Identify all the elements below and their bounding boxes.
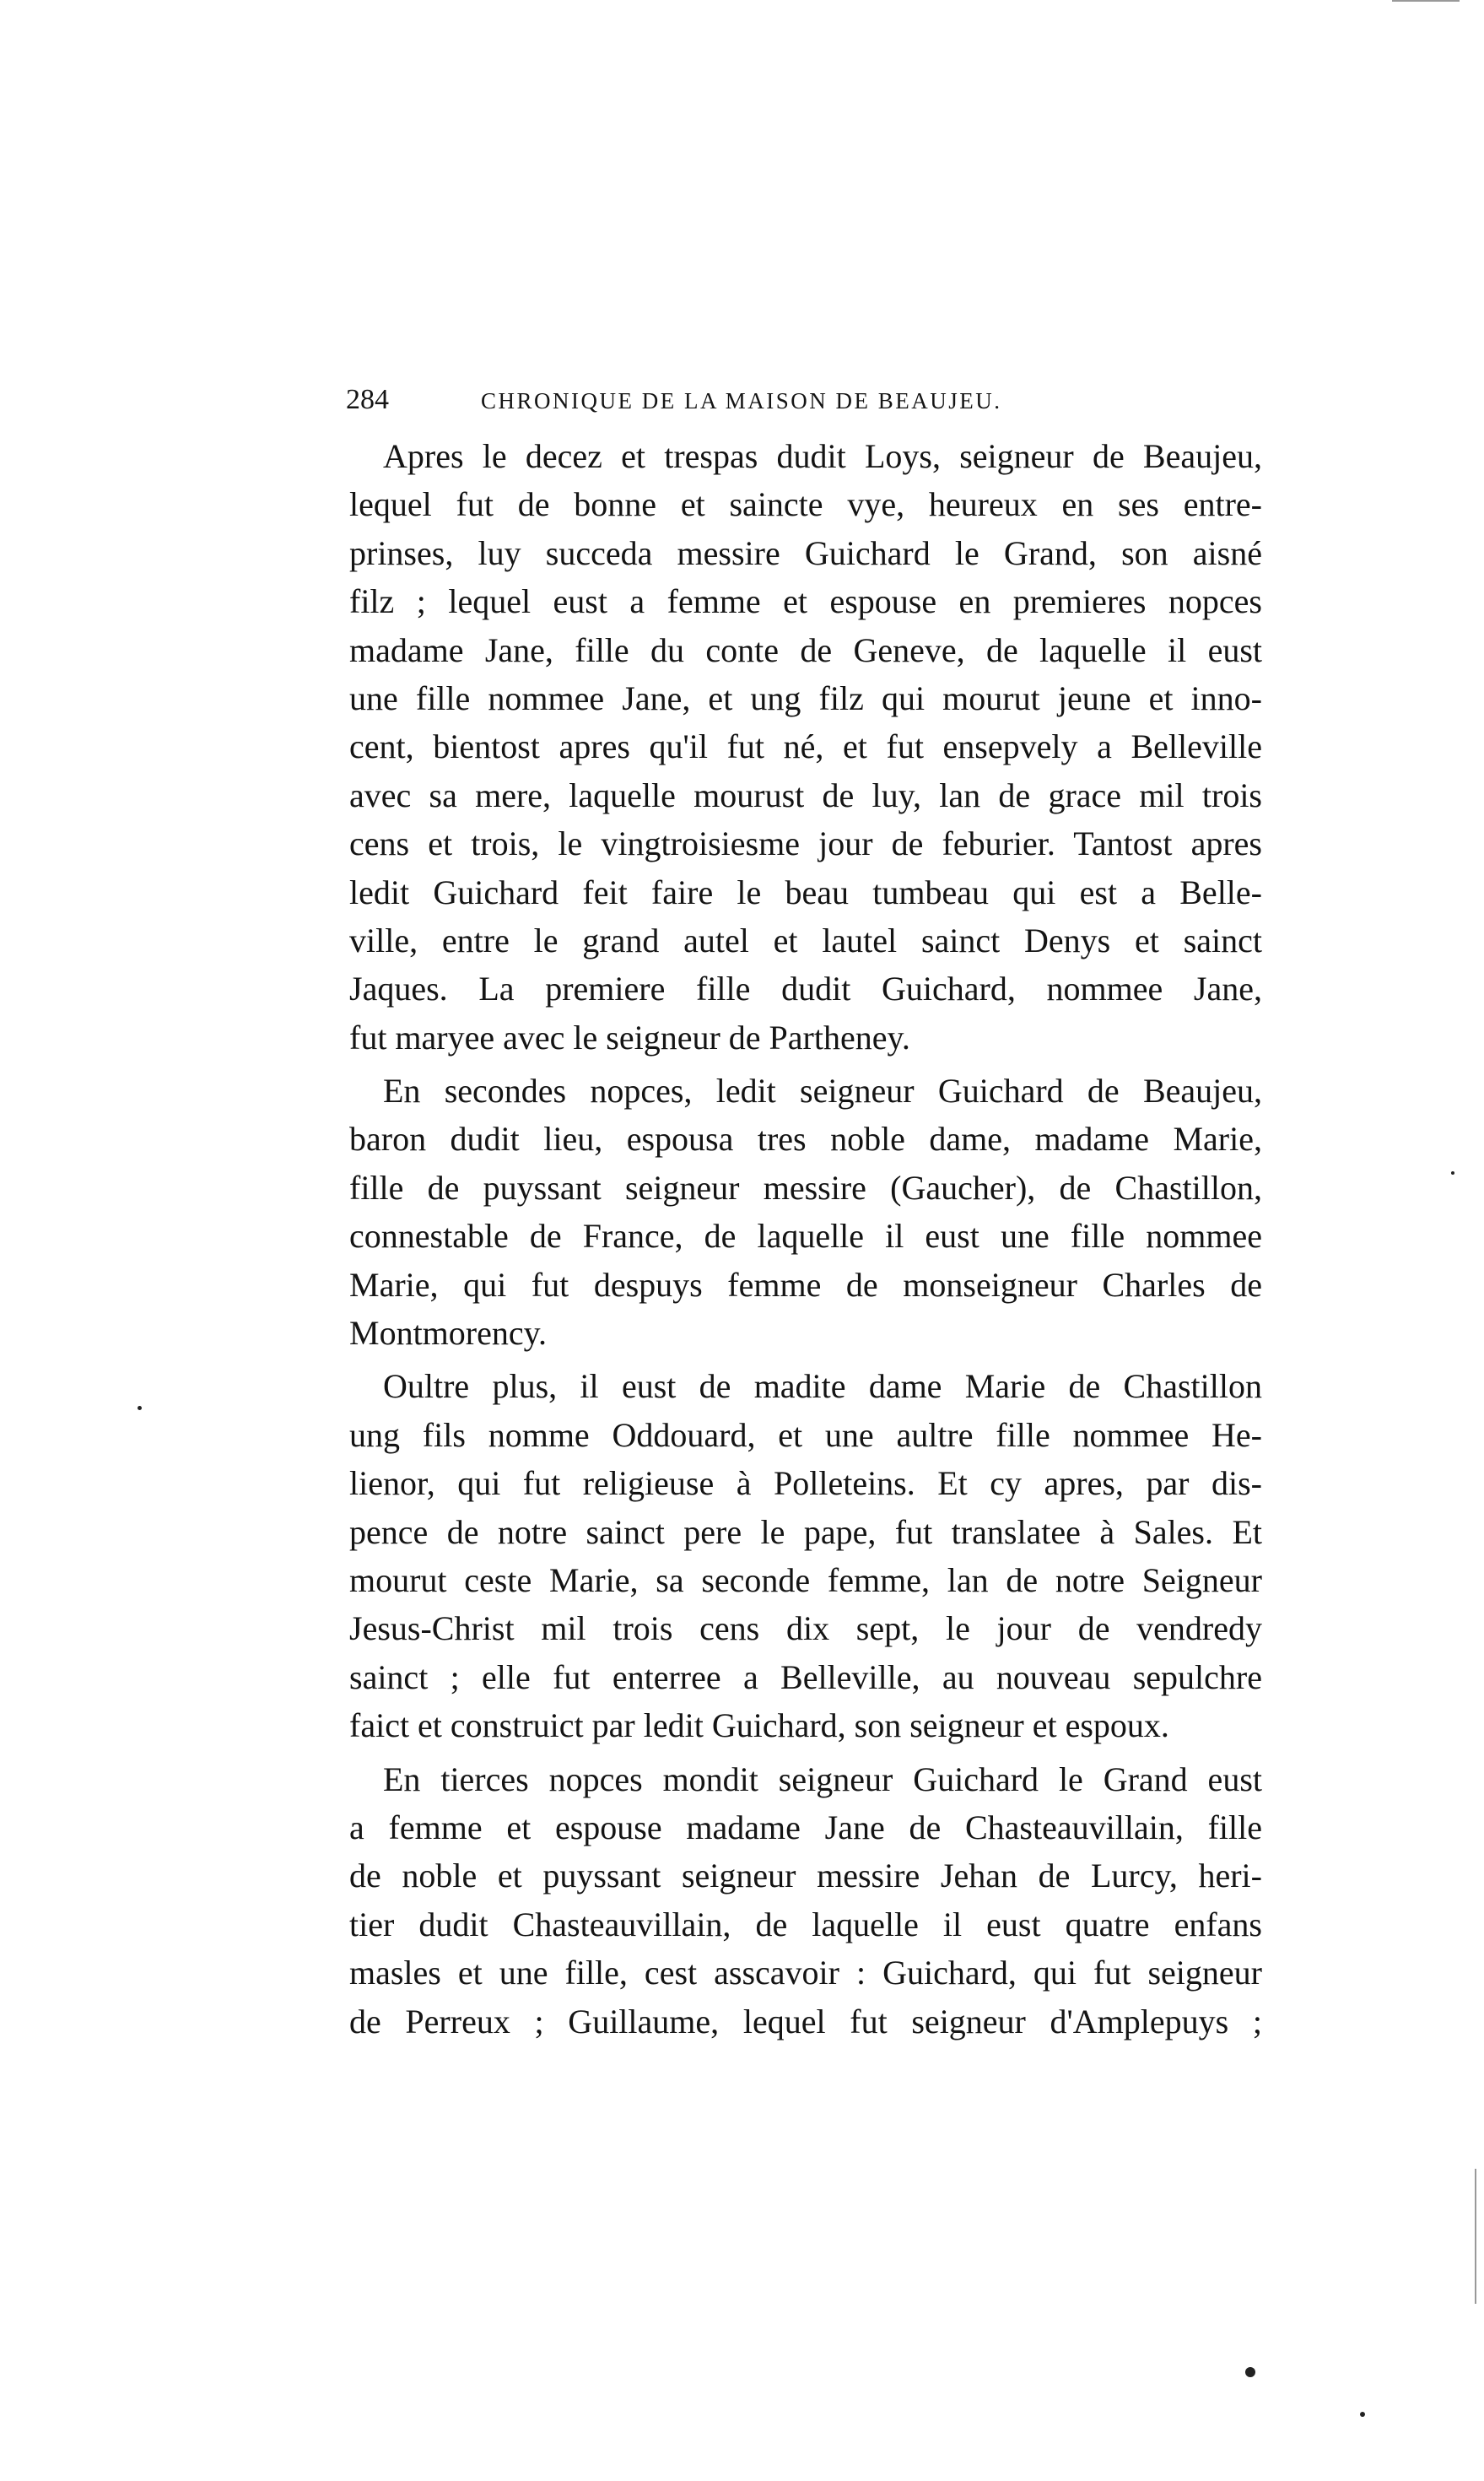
text-line: Jesus-Christ mil trois cens dix sept, le jour de vendredy <box>349 1609 1262 1648</box>
scan-edge-mark <box>1475 2169 1476 2304</box>
scan-speck <box>1451 1171 1454 1175</box>
text-line: masles et une fille, cest asscavoir : Guichard, qui fut seigneur <box>349 1954 1262 1992</box>
text-line: cent, bientost apres qu'il fut né, et fut ensepvely a Belleville <box>349 727 1262 766</box>
text-line: madame Jane, fille du conte de Geneve, de laquelle il eust <box>349 630 1262 669</box>
text-line: connestable de France, de laquelle il eust une fille nommee <box>349 1217 1262 1256</box>
paragraph-3 <box>349 1362 1262 1749</box>
text-line: ville, entre le grand autel et lautel sainct Denys et sainct <box>349 921 1262 959</box>
text-line: Apres le decez et trespas dudit Loys, seigneur de Beaujeu, <box>383 437 1262 475</box>
text-line: Montmorency. <box>349 1314 548 1353</box>
text-line: fille de puyssant seigneur messire (Gaucher), de Chastillon, <box>349 1168 1262 1207</box>
text-line: de Perreux ; Guillaume, lequel fut seigneur d'Amplepuys ; <box>349 2002 1262 2040</box>
text-line: une fille nommee Jane, et ung filz qui mourut jeune et inno- <box>349 678 1262 717</box>
scan-edge-mark <box>1392 0 1460 2</box>
text-line: Marie, qui fut despuys femme de monseigneur Charles de <box>349 1265 1262 1304</box>
running-title: CHRONIQUE DE LA MAISON DE BEAUJEU. <box>481 388 1002 414</box>
text-line: baron dudit lieu, espousa tres noble dame, madame Marie, <box>349 1120 1262 1159</box>
text-line: Oultre plus, il eust de madite dame Marie de Chastillon <box>383 1367 1262 1406</box>
paragraph-4 <box>349 1755 1262 2046</box>
paragraph-1 <box>349 432 1262 1062</box>
body-text <box>349 432 1262 2046</box>
scan-speck <box>138 1406 142 1410</box>
text-line: mourut ceste Marie, sa seconde femme, lan de notre Seigneur <box>349 1560 1262 1599</box>
text-line: faict et construict par ledit Guichard, son seigneur et espoux. <box>349 1706 1169 1745</box>
text-line: ledit Guichard feit faire le beau tumbeau qui est a Belle- <box>349 873 1262 911</box>
text-line: pence de notre sainct pere le pape, fut translatee à Sales. Et <box>349 1512 1262 1551</box>
text-line: a femme et espouse madame Jane de Chasteauvillain, fille <box>349 1808 1262 1846</box>
text-line: filz ; lequel eust a femme et espouse en premieres nopces <box>349 582 1262 621</box>
text-line: lequel fut de bonne et saincte vye, heureux en ses entre- <box>349 485 1262 524</box>
scan-speck <box>1360 2412 1365 2417</box>
text-line: de noble et puyssant seigneur messire Jehan de Lurcy, heri- <box>349 1857 1262 1895</box>
text-line: prinses, luy succeda messire Guichard le Grand, son aisné <box>349 533 1262 572</box>
text-line: avec sa mere, laquelle mourust de luy, lan de grace mil trois <box>349 776 1262 814</box>
text-line: lienor, qui fut religieuse à Polleteins. Et cy apres, par dis- <box>349 1464 1262 1503</box>
text-line: fut maryee avec le seigneur de Partheney. <box>349 1018 910 1057</box>
scan-speck <box>1245 2367 1255 2377</box>
text-line: Jaques. La premiere fille dudit Guichard, nommee Jane, <box>349 970 1262 1008</box>
text-line: ung fils nomme Oddouard, et une aultre fille nommee He- <box>349 1415 1262 1454</box>
text-line: En secondes nopces, ledit seigneur Guichard de Beaujeu, <box>383 1072 1262 1111</box>
text-line: tier dudit Chasteauvillain, de laquelle il eust quatre enfans <box>349 1905 1262 1943</box>
paragraph-2 <box>349 1067 1262 1357</box>
running-head <box>346 378 1105 420</box>
page-number: 284 <box>346 384 389 415</box>
text-line: En tierces nopces mondit seigneur Guichard le Grand eust <box>383 1759 1262 1798</box>
text-line: sainct ; elle fut enterree a Belleville, au nouveau sepulchre <box>349 1657 1262 1696</box>
text-line: cens et trois, le vingtroisiesme jour de feburier. Tantost apres <box>349 824 1262 863</box>
